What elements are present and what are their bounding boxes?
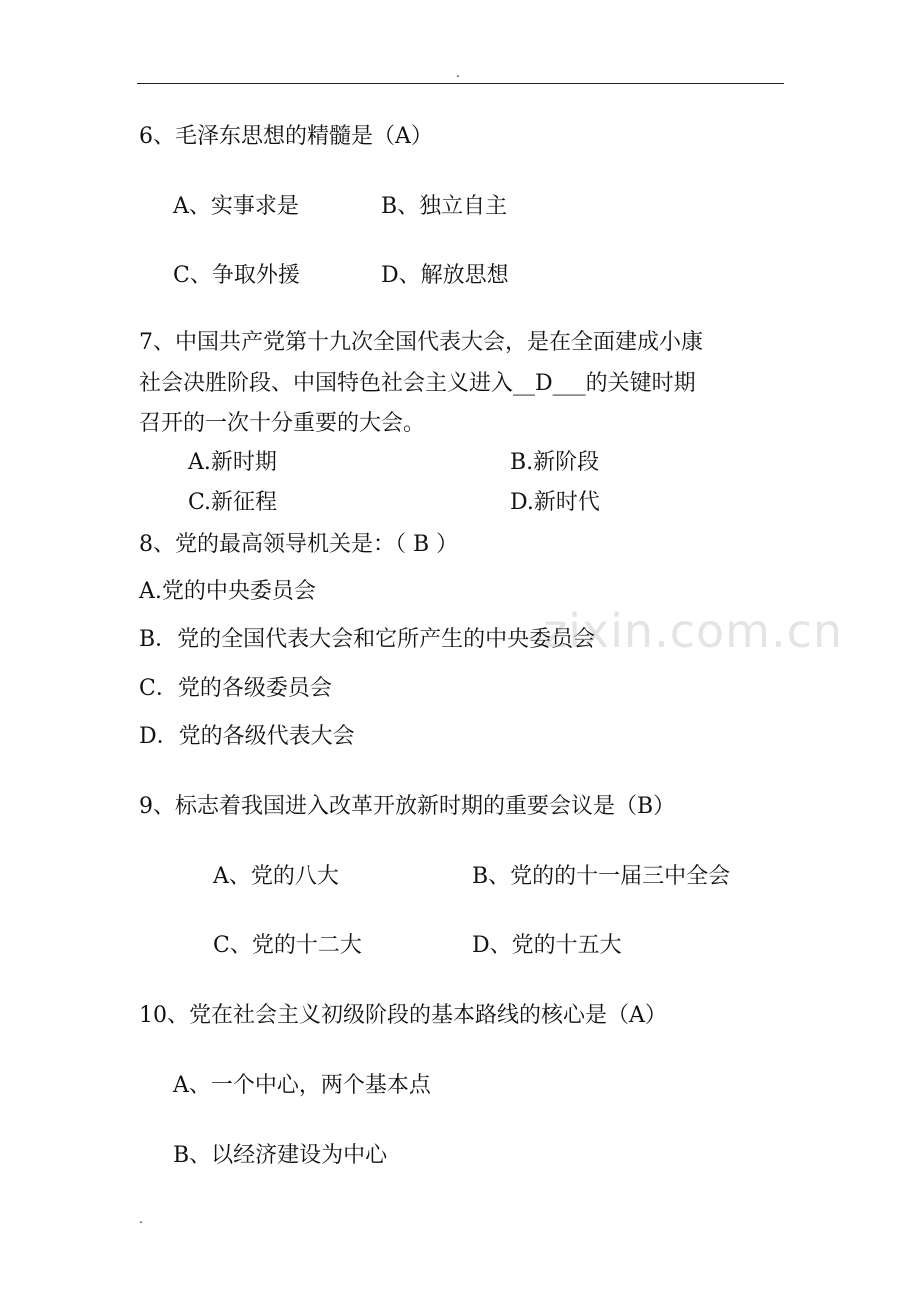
q10-question: 10、党在社会主义初级阶段的基本路线的核心是（A） <box>139 1003 667 1028</box>
q9-option-d: D、党的十五大 <box>472 933 622 958</box>
q6-option-a: A、实事求是 <box>173 194 299 219</box>
q9-option-a: A、党的八大 <box>213 864 339 889</box>
footer-mark: . <box>139 1212 143 1226</box>
q9-option-c: C、党的十二大 <box>213 933 362 958</box>
q7-question-line-1: 7、中国共产党第十九次全国代表大会，是在全面建成小康 <box>139 330 703 355</box>
q7-option-c: C.新征程 <box>188 490 278 515</box>
q8-option-b: B．党的全国代表大会和它所产生的中央委员会 <box>139 627 596 652</box>
q6-option-d: D、解放思想 <box>381 263 509 288</box>
q6-option-c: C、争取外援 <box>173 263 300 288</box>
watermark: zixin.com.cn <box>543 604 844 658</box>
q7-option-d: D.新时代 <box>510 490 600 515</box>
q7-question-line-3: 召开的一次十分重要的大会。 <box>139 411 426 436</box>
q9-option-b: B、党的的十一届三中全会 <box>472 864 731 889</box>
q9-question: 9、标志着我国进入改革开放新时期的重要会议是（B） <box>139 794 676 819</box>
q8-question: 8、党的最高领导机关是：（ B ） <box>139 532 459 557</box>
header-mark: . <box>456 66 460 80</box>
q8-option-c: C．党的各级委员会 <box>139 676 332 701</box>
q8-option-a: A.党的中央委员会 <box>139 579 316 604</box>
q7-option-a: A.新时期 <box>188 450 277 475</box>
q7-option-b: B.新阶段 <box>510 450 600 475</box>
q8-option-d: D．党的各级代表大会 <box>139 724 355 749</box>
header-rule <box>137 83 784 84</box>
q6-option-b: B、独立自主 <box>381 194 508 219</box>
q10-option-a: A、一个中心，两个基本点 <box>173 1073 431 1098</box>
q7-question-line-2: 社会决胜阶段、中国特色社会主义进入__D___的关键时期 <box>139 371 696 396</box>
q10-option-b: B、以经济建设为中心 <box>173 1143 388 1168</box>
q6-question: 6、毛泽东思想的精髓是（A） <box>139 124 433 149</box>
